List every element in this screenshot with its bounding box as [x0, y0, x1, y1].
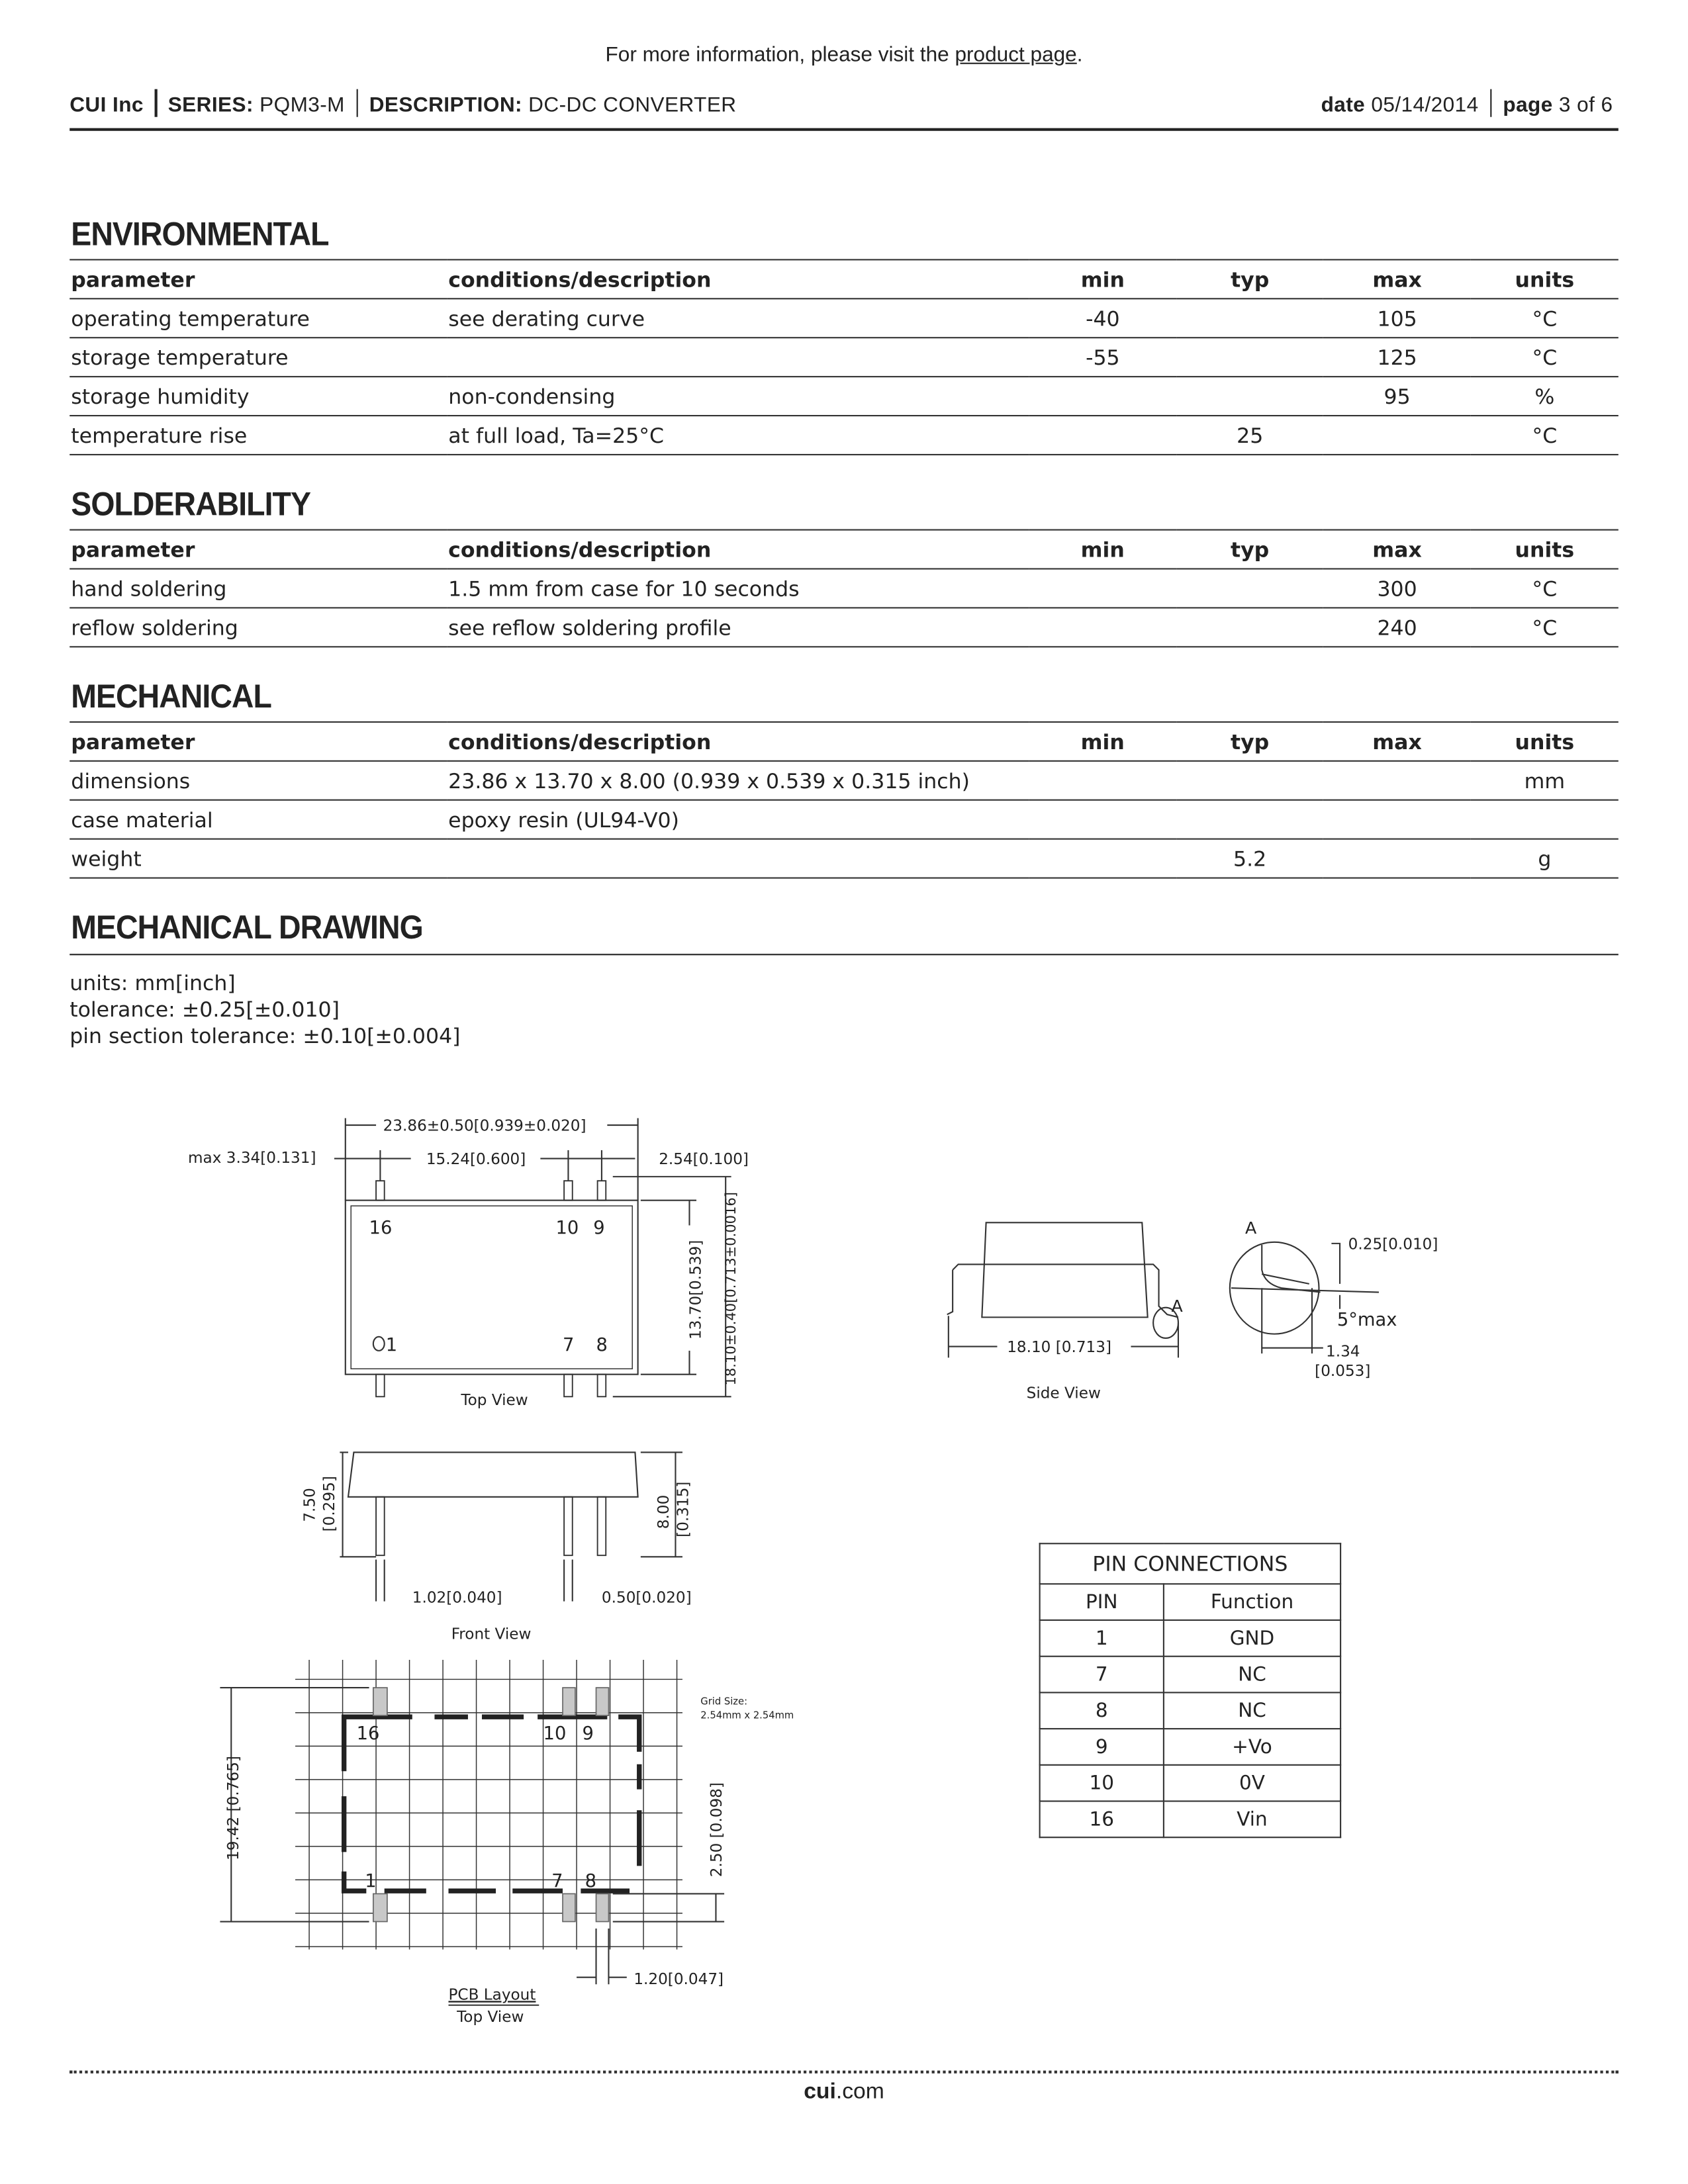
- product-page-link[interactable]: product page: [955, 43, 1077, 67]
- dim-lead: 0.25[0.010]: [1348, 1236, 1438, 1253]
- table-cell: reflow soldering: [70, 608, 447, 647]
- pin-row: 9 +Vo: [1040, 1729, 1340, 1765]
- top-note: For more information, please visit the product page.: [605, 43, 1083, 67]
- pin-row: 8 NC: [1040, 1692, 1340, 1729]
- table-cell: weight: [70, 839, 447, 878]
- pin1-mark-icon: [373, 1337, 385, 1351]
- svg-text:19.42 [0.765]: 19.42 [0.765]: [224, 1756, 242, 1860]
- svg-text:Grid Size:: Grid Size:: [700, 1696, 748, 1707]
- table-cell: 300: [1323, 569, 1471, 608]
- column-header: conditions/description: [447, 722, 1029, 761]
- svg-text:1.20[0.047]: 1.20[0.047]: [633, 1971, 724, 1989]
- column-header: units: [1471, 530, 1618, 569]
- svg-text:1.02[0.040]: 1.02[0.040]: [412, 1589, 502, 1607]
- svg-text:8.00: 8.00: [655, 1494, 673, 1529]
- column-header: parameter: [70, 530, 447, 569]
- dim-max: max 3.34[0.131]: [188, 1149, 316, 1167]
- mechanical-heading: MECHANICAL: [71, 678, 271, 716]
- table-cell: 240: [1323, 608, 1471, 647]
- column-header: units: [1471, 722, 1618, 761]
- dim-angle: 5°max: [1336, 1310, 1397, 1331]
- svg-text:[0.295]: [0.295]: [320, 1476, 338, 1532]
- pin-row: 7 NC: [1040, 1657, 1340, 1693]
- svg-text:10: 10: [543, 1723, 567, 1744]
- pin-row: 10 0V: [1040, 1765, 1340, 1801]
- dim-overall: 18.10±0.40[0.713±0.0016]: [722, 1191, 739, 1386]
- column-header: typ: [1176, 722, 1323, 761]
- table-cell: see derating curve: [447, 298, 1029, 338]
- pin-row: 1 GND: [1040, 1620, 1340, 1657]
- pin-table-title: PIN CONNECTIONS: [1040, 1543, 1340, 1584]
- top-view-caption: Top View: [461, 1391, 528, 1409]
- front-view: [302, 1452, 692, 1643]
- table-cell: case material: [70, 800, 447, 839]
- column-header: min: [1029, 722, 1176, 761]
- table-cell: -55: [1029, 338, 1176, 377]
- svg-text:PCB Layout: PCB Layout: [448, 1986, 536, 2004]
- svg-text:[0.053]: [0.053]: [1315, 1362, 1371, 1380]
- table-cell: operating temperature: [70, 298, 447, 338]
- table-cell: %: [1471, 377, 1618, 416]
- dim-height: 13.70[0.539]: [687, 1240, 705, 1340]
- svg-text:0.50[0.020]: 0.50[0.020]: [601, 1589, 692, 1607]
- environmental-heading: ENVIRONMENTAL: [71, 216, 329, 253]
- table-cell: dimensions: [70, 761, 447, 800]
- table-cell: -40: [1029, 298, 1176, 338]
- table-cell: 125: [1323, 338, 1471, 377]
- svg-text:7: 7: [551, 1870, 563, 1891]
- column-header: parameter: [70, 722, 447, 761]
- header-left: CUI Inc SERIES: PQM3-M DESCRIPTION: DC-DC CONVERTER: [70, 89, 736, 117]
- side-view: [947, 1218, 1438, 1402]
- svg-text:2.50 [0.098]: 2.50 [0.098]: [708, 1782, 726, 1878]
- svg-text:Top View: Top View: [457, 2009, 524, 2026]
- column-header: max: [1323, 259, 1471, 298]
- column-header: min: [1029, 259, 1176, 298]
- top-view: [188, 1117, 749, 1408]
- footer-divider: [70, 2071, 1618, 2073]
- svg-text:1: 1: [385, 1334, 398, 1355]
- svg-text:8: 8: [596, 1334, 608, 1355]
- solderability-heading: SOLDERABILITY: [71, 486, 310, 524]
- table-cell: 23.86 x 13.70 x 8.00 (0.939 x 0.539 x 0.315 inch): [447, 761, 1029, 800]
- svg-text:16: 16: [356, 1723, 380, 1744]
- table-cell: storage temperature: [70, 338, 447, 377]
- pcb-layout: [220, 1660, 794, 2026]
- svg-text:1.34: 1.34: [1326, 1343, 1360, 1361]
- column-header: conditions/description: [447, 530, 1029, 569]
- front-view-caption: Front View: [451, 1625, 532, 1643]
- svg-text:A: A: [1171, 1296, 1183, 1316]
- table-cell: 95: [1323, 377, 1471, 416]
- column-header: parameter: [70, 259, 447, 298]
- table-cell: see reflow soldering profile: [447, 608, 1029, 647]
- svg-text:9: 9: [593, 1218, 605, 1239]
- column-header: units: [1471, 259, 1618, 298]
- pin-row: 16 Vin: [1040, 1801, 1340, 1838]
- column-header: typ: [1176, 259, 1323, 298]
- column-header: conditions/description: [447, 259, 1029, 298]
- svg-text:1: 1: [365, 1870, 377, 1891]
- svg-text:7.50: 7.50: [301, 1488, 319, 1522]
- dim-length: 18.10 [0.713]: [1007, 1338, 1112, 1356]
- table-cell: 5.2: [1176, 839, 1323, 878]
- column-header: min: [1029, 530, 1176, 569]
- table-cell: epoxy resin (UL94-V0): [447, 800, 1029, 839]
- table-cell: at full load, Ta=25°C: [447, 416, 1029, 455]
- drawing-notes: units: mm[inch] tolerance: ±0.25[±0.010] pin section tolerance: ±0.10[±0.004]: [70, 970, 461, 1049]
- svg-text:8: 8: [585, 1870, 597, 1891]
- table-cell: g: [1471, 839, 1618, 878]
- table-cell: °C: [1471, 569, 1618, 608]
- pin-connections-table: PIN CONNECTIONS PIN Function 1 GND 7 NC 8 NC 9 +Vo 10 0V 16 Vin: [1039, 1543, 1342, 1838]
- column-header: max: [1323, 722, 1471, 761]
- svg-text:A: A: [1244, 1218, 1257, 1238]
- header-right: date 05/14/2014 page 3 of 6: [1321, 89, 1613, 117]
- mechanical-drawing-heading: MECHANICAL DRAWING: [71, 909, 423, 947]
- table-cell: temperature rise: [70, 416, 447, 455]
- table-cell: non-condensing: [447, 377, 1029, 416]
- table-cell: °C: [1471, 608, 1618, 647]
- table-cell: °C: [1471, 298, 1618, 338]
- footer-brand: cui.com: [804, 2080, 884, 2105]
- column-header: typ: [1176, 530, 1323, 569]
- table-cell: storage humidity: [70, 377, 447, 416]
- table-cell: 105: [1323, 298, 1471, 338]
- svg-text:16: 16: [369, 1218, 393, 1239]
- column-header: max: [1323, 530, 1471, 569]
- svg-text:[0.315]: [0.315]: [675, 1481, 692, 1537]
- table-cell: °C: [1471, 416, 1618, 455]
- svg-text:2.54mm x 2.54mm: 2.54mm x 2.54mm: [700, 1709, 794, 1721]
- table-cell: hand soldering: [70, 569, 447, 608]
- table-cell: °C: [1471, 338, 1618, 377]
- table-cell: 25: [1176, 416, 1323, 455]
- svg-text:10: 10: [555, 1218, 579, 1239]
- dim-pitch2: 2.54[0.100]: [659, 1150, 749, 1168]
- svg-text:7: 7: [563, 1334, 575, 1355]
- svg-text:9: 9: [582, 1723, 594, 1744]
- side-view-caption: Side View: [1026, 1385, 1101, 1402]
- dim-width: 23.86±0.50[0.939±0.020]: [383, 1117, 586, 1135]
- dim-pitch: 15.24[0.600]: [426, 1150, 526, 1168]
- table-cell: mm: [1471, 761, 1618, 800]
- table-cell: 1.5 mm from case for 10 seconds: [447, 569, 1029, 608]
